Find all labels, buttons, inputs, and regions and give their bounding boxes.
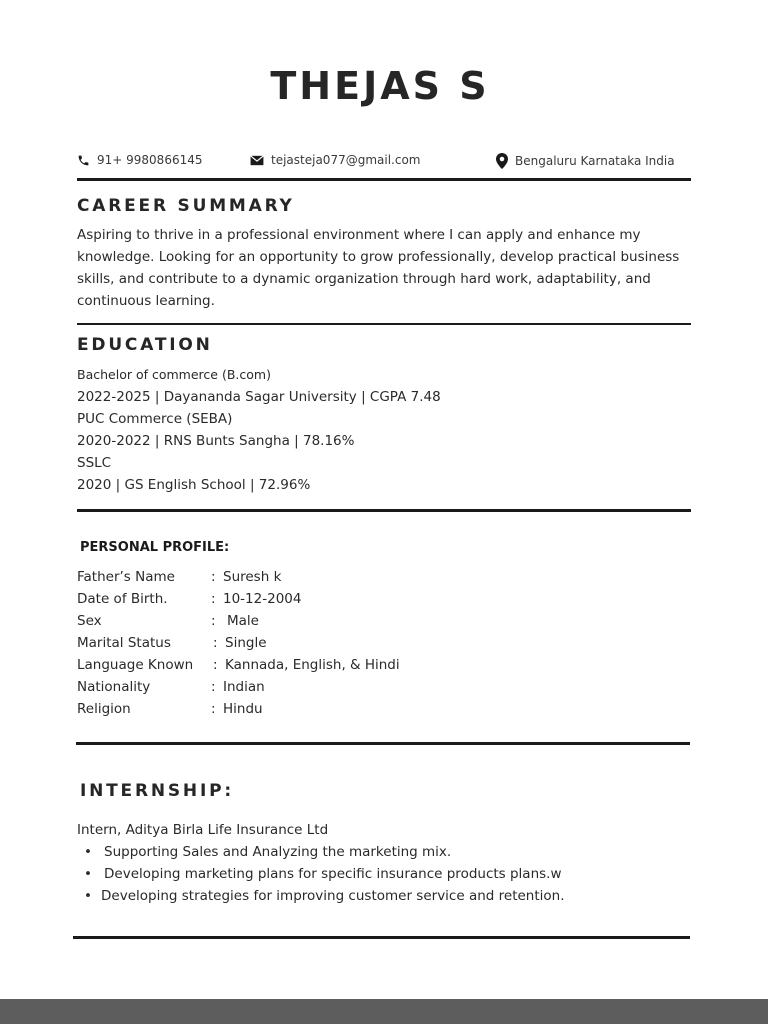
contact-location [496,153,675,169]
education-line: 2022-2025 | Dayananda Sagar University | CGPA 7.48 [77,389,441,405]
bullet-text: Developing strategies for improving customer service and retention. [101,888,565,904]
profile-value: Kannada, English, & Hindi [225,657,400,673]
personal-profile-divider [76,742,690,745]
career-summary-divider [77,323,691,325]
profile-label: Language Known [77,657,194,673]
education-divider [77,509,691,512]
profile-value: Indian [223,679,265,695]
profile-label: Father’s Name [77,569,175,585]
profile-separator: : [211,701,216,717]
career-summary-text: Aspiring to thrive in a professional environment where I can apply and enhance my knowledge. Looking for an opportunity to grow professionally, develop practical business skills, and contribute to a dynamic organization through hard work, adaptability, and continuous learning. [77,227,680,309]
internship-heading: INTERNSHIP: [80,781,234,801]
education-line: Bachelor of commerce (B.com) [77,367,271,382]
bullet-dot: • [84,888,92,904]
personal-profile-heading: PERSONAL PROFILE: [80,540,230,555]
contact-email [250,153,420,167]
profile-label: Marital Status [77,635,171,651]
bullet-dot: • [84,844,92,860]
bullet-text: Developing marketing plans for specific insurance products plans.w [104,866,562,882]
education-line: PUC Commerce (SEBA) [77,411,233,427]
resume-name: THEJAS S [270,64,490,108]
internship-divider [73,936,690,939]
internship-role: Intern, Aditya Birla Life Insurance Ltd [77,822,329,838]
contact-phone [77,153,203,167]
profile-separator: : [211,591,216,607]
profile-separator: : [213,635,218,651]
education-line: SSLC [77,455,112,471]
profile-separator: : [213,657,218,673]
profile-value: 10-12-2004 [223,591,302,607]
profile-label: Nationality [77,679,151,695]
profile-value: Male [227,613,259,629]
bullet-dot: • [84,866,92,882]
career-summary-heading: CAREER SUMMARY [77,196,295,216]
profile-separator: : [211,679,216,695]
education-heading: EDUCATION [77,335,213,355]
profile-label: Date of Birth. [77,591,168,607]
education-line: 2020 | GS English School | 72.96% [77,477,311,493]
map-pin-icon [496,153,508,169]
location-text: Bengaluru Karnataka India [515,154,675,168]
education-line: 2020-2022 | RNS Bunts Sangha | 78.16% [77,433,355,449]
phone-number: 91+ 9980866145 [97,153,203,167]
envelope-icon [250,155,264,166]
profile-label: Religion [77,701,131,717]
profile-value: Hindu [223,701,263,717]
bullet-text: Supporting Sales and Analyzing the marketing mix. [104,844,452,860]
profile-label: Sex [77,613,102,629]
header-divider [77,178,691,181]
profile-separator: : [211,569,216,585]
phone-icon [77,154,90,167]
profile-value: Suresh k [223,569,282,585]
profile-value: Single [225,635,267,651]
email-address: tejasteja077@gmail.com [271,153,421,167]
footer-bar [0,999,768,1024]
profile-separator: : [211,613,216,629]
